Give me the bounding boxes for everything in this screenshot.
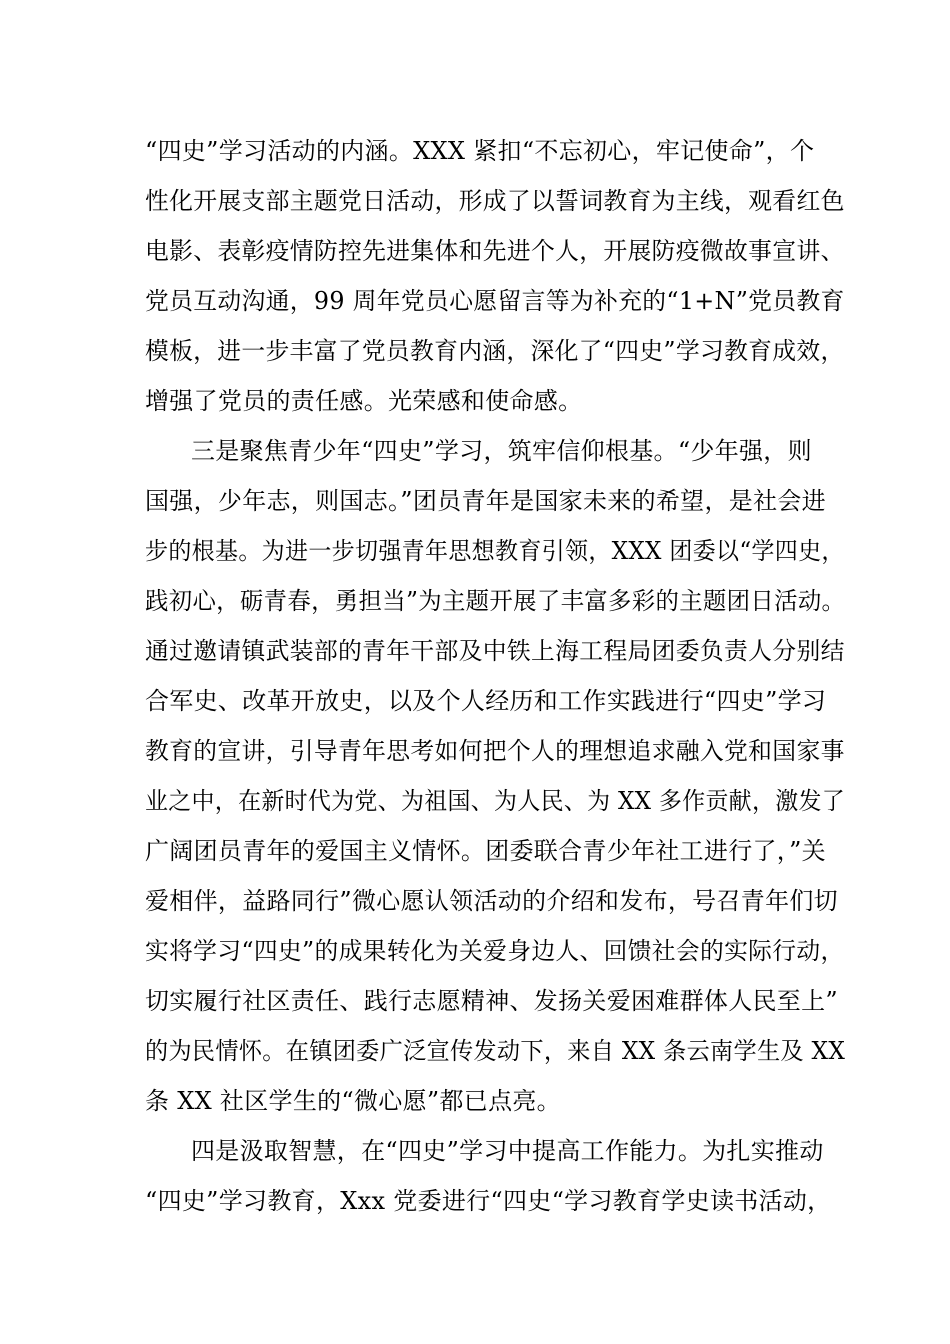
- text-line: 业之中，在新时代为党、为祖国、为人民、为 XX 多作贡献，激发了: [145, 787, 846, 815]
- text-line: 模板，进一步丰富了党员教育内涵，深化了“四史”学习教育成效，: [145, 337, 845, 365]
- text-line: 教育的宣讲，引导青年思考如何把个人的理想追求融入党和国家事: [145, 737, 845, 765]
- text-line: 性化开展支部主题党日活动，形成了以誓词教育为主线，观看红色: [145, 187, 845, 215]
- text-line: 爱相伴，益路同行”微心愿认领活动的介绍和发布，号召青年们切: [145, 887, 838, 915]
- text-line: “四史”学习教育，Xxx 党委进行“四史“学习教育学史读书活动，: [145, 1187, 832, 1215]
- text-line: 增强了党员的责任感。光荣感和使命感。: [145, 387, 583, 415]
- text-line: 步的根基。为进一步切强青年思想教育引领，XXX 团委以“学四史，: [145, 537, 845, 565]
- text-line: 电影、表彰疫情防控先进集体和先进个人，开展防疫微故事宣讲、: [145, 237, 845, 265]
- text-line: 践初心，砺青春，勇担当”为主题开展了丰富多彩的主题团日活动。: [145, 587, 846, 615]
- text-line: “四史”学习活动的内涵。XXX 紧扣“不忘初心，牢记使命”，个: [145, 137, 815, 165]
- paragraph-first-line: 三是聚焦青少年“四史”学习，筑牢信仰根基。“少年强，则: [191, 437, 812, 465]
- text-line: 的为民情怀。在镇团委广泛宣传发动下，来自 XX 条云南学生及 XX: [145, 1037, 846, 1065]
- text-line: 切实履行社区责任、践行志愿精神、发扬关爱困难群体人民至上”: [145, 987, 838, 1015]
- text-line: 条 XX 社区学生的“微心愿”都已点亮。: [145, 1087, 561, 1115]
- text-line: 国强，少年志，则国志。”团员青年是国家未来的希望，是社会进: [145, 487, 826, 515]
- text-line: 广阔团员青年的爱国主义情怀。团委联合青少年社工进行了，”关: [145, 837, 826, 865]
- text-line: 合军史、改革开放史，以及个人经历和工作实践进行“四史”学习: [145, 687, 827, 715]
- text-line: 实将学习“四史”的成果转化为关爱身边人、回馈社会的实际行动，: [145, 937, 845, 965]
- paragraph-first-line: 四是汲取智慧，在“四史”学习中提高工作能力。为扎实推动: [191, 1137, 824, 1165]
- text-line: 党员互动沟通，99 周年党员心愿留言等为补充的“1+N”党员教育: [145, 287, 845, 315]
- text-line: 通过邀请镇武装部的青年干部及中铁上海工程局团委负责人分别结: [145, 637, 845, 665]
